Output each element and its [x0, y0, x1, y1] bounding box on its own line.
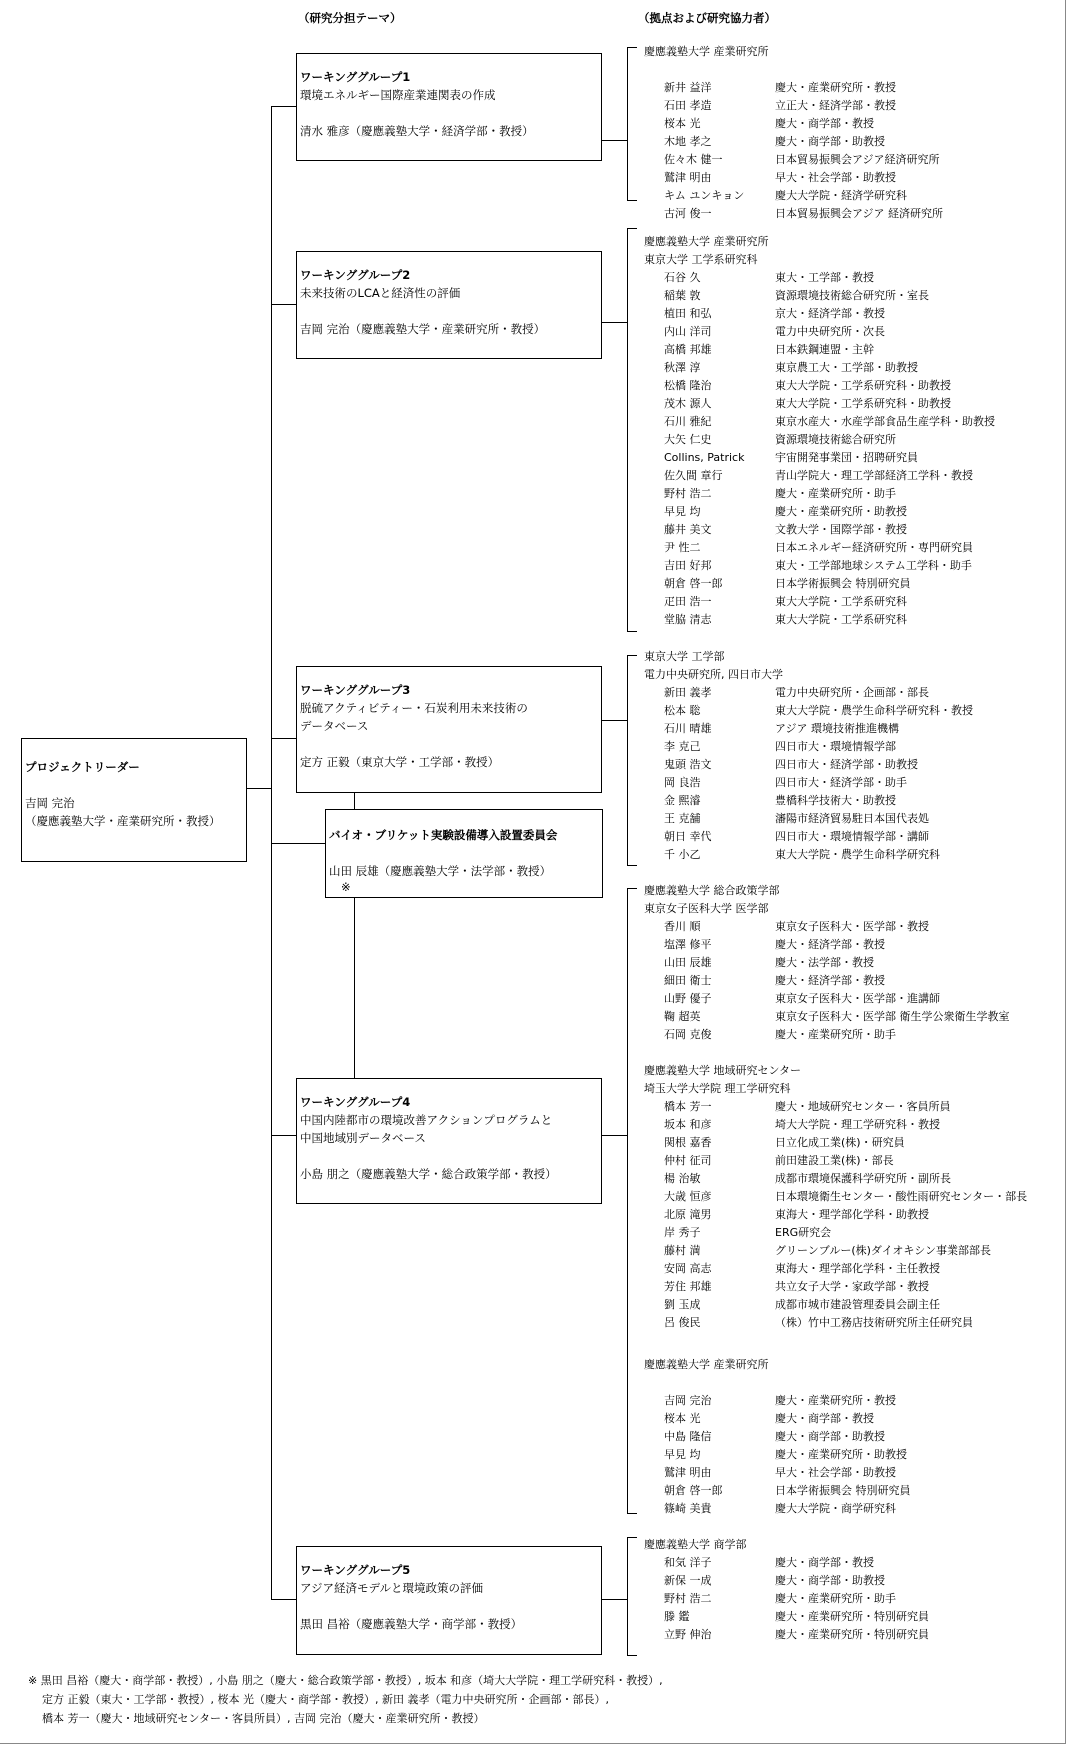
leader-name: 吉岡 完治 — [25, 796, 75, 810]
member-name: 李 克己 — [664, 740, 701, 753]
institution-label: 東京大学 工学部 — [644, 650, 725, 663]
connector — [627, 865, 637, 866]
footnote-line: 定方 正毅（東大・工学部・教授）, 桜本 光（慶大・商学部・教授）, 新田 義孝（電力中央研究所・企画部・部長）, — [42, 1693, 609, 1706]
member-affiliation: 文教大学・国際学部・教授 — [775, 523, 907, 536]
member-affiliation: 共立女子大学・家政学部・教授 — [775, 1280, 929, 1293]
member-affiliation: 東京女子医科大・医学部・教授 — [775, 920, 929, 933]
member-affiliation: 東大大学院・工学系研究科 — [775, 595, 907, 608]
connector — [627, 200, 637, 201]
member-name: 鷲津 明由 — [664, 171, 712, 184]
collaborator-group-3 — [644, 648, 973, 864]
member-name: Collins, Patrick — [664, 451, 745, 464]
member-row — [644, 187, 907, 205]
member-name: 朝倉 啓一郎 — [664, 577, 723, 590]
member-name: 松本 聡 — [664, 704, 701, 717]
member-row — [644, 151, 940, 169]
member-name: 鷲津 明由 — [664, 1466, 712, 1479]
wg-title: ワーキンググループ2 — [300, 268, 411, 282]
member-row — [644, 395, 951, 413]
member-affiliation: 東大大学院・工学系研究科・助教授 — [775, 397, 951, 410]
institution-label: 慶應義塾大学 総合政策学部 — [644, 884, 780, 897]
member-row — [644, 684, 929, 702]
member-affiliation: 四日市大・環境情報学部・講師 — [775, 830, 929, 843]
institution-label: 電力中央研究所, 四日市大学 — [644, 668, 783, 681]
member-name: 大矢 仁史 — [664, 433, 712, 446]
collaborator-group-2 — [644, 233, 995, 629]
member-name: 楊 治敏 — [664, 1172, 701, 1185]
member-affiliation: 東大大学院・農学生命科学研究科・教授 — [775, 704, 973, 717]
member-row — [644, 431, 896, 449]
member-affiliation: 慶大・産業研究所・助手 — [775, 487, 896, 500]
connector — [627, 1655, 637, 1656]
institution-label: 慶應義塾大学 産業研究所 — [644, 45, 769, 58]
committee-person: 山田 辰雄（慶應義塾大学・法学部・教授） — [329, 864, 552, 878]
member-row — [644, 593, 907, 611]
connector — [354, 793, 355, 809]
member-affiliation: 慶大・法学部・教授 — [775, 956, 874, 969]
member-row — [644, 1572, 885, 1590]
member-name: 細田 衛士 — [664, 974, 712, 987]
member-row — [644, 738, 896, 756]
member-name: 秋澤 淳 — [664, 361, 701, 374]
member-row — [644, 169, 896, 187]
member-affiliation: 慶大大学院・商学研究科 — [775, 1502, 896, 1515]
member-name: 茂木 源人 — [664, 397, 712, 410]
member-name: 中島 隆信 — [664, 1430, 712, 1443]
member-name: 香川 順 — [664, 920, 701, 933]
institution-label: 慶應義塾大学 産業研究所 — [644, 235, 769, 248]
member-name: 石川 雅紀 — [664, 415, 712, 428]
connector — [627, 1537, 637, 1538]
member-affiliation: 日本貿易振興会アジア経済研究所 — [775, 153, 940, 166]
member-affiliation: 豊橋科学技術大・助教授 — [775, 794, 896, 807]
member-row — [644, 1314, 973, 1332]
member-row — [644, 503, 907, 521]
member-row — [644, 1116, 940, 1134]
member-affiliation: 慶大・商学部・助教授 — [775, 1430, 885, 1443]
project-leader-box — [21, 738, 247, 862]
connector — [627, 631, 637, 632]
member-affiliation: 慶大・商学部・助教授 — [775, 135, 885, 148]
member-name: 古河 俊一 — [664, 207, 712, 220]
wg-leader: 吉岡 完治（慶應義塾大学・産業研究所・教授） — [300, 322, 546, 336]
member-affiliation: 慶大・産業研究所・助教授 — [775, 1448, 907, 1461]
member-affiliation: 慶大・商学部・教授 — [775, 1412, 874, 1425]
member-name: 朝倉 啓一郎 — [664, 1484, 723, 1497]
member-name: 安岡 高志 — [664, 1262, 712, 1275]
member-row — [644, 972, 885, 990]
member-row — [644, 1590, 896, 1608]
member-row — [644, 79, 896, 97]
member-affiliation: 日本貿易振興会アジア 経済研究所 — [775, 207, 944, 220]
member-affiliation: 日本学術振興会 特別研究員 — [775, 1484, 911, 1497]
member-row — [644, 1428, 885, 1446]
member-row — [644, 756, 918, 774]
member-name: 劉 玉成 — [664, 1298, 701, 1311]
member-affiliation: 早大・社会学部・助教授 — [775, 1466, 896, 1479]
connector — [627, 655, 628, 865]
member-name: 篠崎 美貴 — [664, 1502, 712, 1515]
member-affiliation: ERG研究会 — [775, 1226, 832, 1239]
connector — [602, 720, 627, 721]
member-name: 石川 晴雄 — [664, 722, 712, 735]
member-name: 岸 秀子 — [664, 1226, 701, 1239]
member-name: 吉岡 完治 — [664, 1394, 712, 1407]
member-name: 朝日 幸代 — [664, 830, 712, 843]
member-name: 石谷 久 — [664, 271, 701, 284]
member-name: 仲村 征司 — [664, 1154, 712, 1167]
member-affiliation: 資源環境技術総合研究所・室長 — [775, 289, 929, 302]
member-row — [644, 359, 918, 377]
member-row — [644, 918, 929, 936]
member-name: 関根 嘉香 — [664, 1136, 712, 1149]
member-name: 北原 滝男 — [664, 1208, 712, 1221]
member-name: 鬼頭 浩文 — [664, 758, 712, 771]
member-name: 疋田 浩一 — [664, 595, 712, 608]
member-name: 桜本 光 — [664, 1412, 701, 1425]
connector — [602, 1135, 627, 1136]
header-theme: （研究分担テーマ） — [298, 11, 402, 25]
member-affiliation: 東海大・理学部化学科・主任教授 — [775, 1262, 940, 1275]
member-affiliation: 慶大・商学部・教授 — [775, 1556, 874, 1569]
connector — [602, 322, 627, 323]
member-affiliation: 東海大・理学部化学科・助教授 — [775, 1208, 929, 1221]
member-name: 和気 洋子 — [664, 1556, 712, 1569]
wg-theme: アジア経済モデルと環境政策の評価 — [300, 1581, 483, 1595]
member-name: 新井 益洋 — [664, 81, 712, 94]
member-row — [644, 1170, 951, 1188]
member-row — [644, 1188, 1028, 1206]
collaborator-group-6 — [644, 1356, 911, 1518]
member-row — [644, 611, 907, 629]
member-row — [644, 792, 896, 810]
member-row — [644, 954, 874, 972]
member-row — [644, 720, 900, 738]
member-name: 野村 浩二 — [664, 487, 712, 500]
connector — [271, 106, 296, 107]
member-name: 山野 優子 — [664, 992, 712, 1005]
member-name: 桜本 光 — [664, 117, 701, 130]
member-row — [644, 1446, 907, 1464]
member-affiliation: 日本鉄鋼連盟・主幹 — [775, 343, 874, 356]
working-group-3-box — [296, 666, 602, 793]
wg-leader: 小島 朋之（慶應義塾大学・総合政策学部・教授） — [300, 1167, 557, 1181]
member-name: 早見 均 — [664, 505, 701, 518]
member-row — [644, 467, 973, 485]
collaborator-group-1 — [644, 43, 944, 223]
member-name: 稲葉 敦 — [664, 289, 701, 302]
connector — [627, 47, 637, 48]
wg-title: ワーキンググループ4 — [300, 1095, 411, 1109]
member-row — [644, 1242, 991, 1260]
member-name: 呂 俊民 — [664, 1316, 701, 1329]
member-row — [644, 575, 911, 593]
member-name: 千 小乙 — [664, 848, 701, 861]
wg-title: ワーキンググループ1 — [300, 70, 411, 84]
member-row — [644, 990, 940, 1008]
member-row — [644, 305, 885, 323]
member-affiliation: 電力中央研究所・次長 — [775, 325, 885, 338]
member-row — [644, 115, 874, 133]
wg-title: ワーキンググループ5 — [300, 1563, 411, 1577]
member-row — [644, 846, 940, 864]
connector — [247, 788, 271, 789]
connector — [602, 1599, 627, 1600]
connector — [354, 898, 355, 1078]
member-row — [644, 1626, 929, 1644]
member-affiliation: 慶大・産業研究所・助手 — [775, 1592, 896, 1605]
member-name: 藤井 美文 — [664, 523, 712, 536]
member-affiliation: 慶大・商学部・助教授 — [775, 1574, 885, 1587]
member-affiliation: 慶大・商学部・教授 — [775, 117, 874, 130]
wg-theme: 中国内陸都市の環境改善アクションプログラムと — [300, 1113, 553, 1127]
member-row — [644, 1296, 940, 1314]
member-name: 塩澤 修平 — [664, 938, 712, 951]
member-row — [644, 539, 973, 557]
collaborator-group-7 — [644, 1536, 929, 1644]
member-row — [644, 269, 874, 287]
member-affiliation: 慶大・産業研究所・教授 — [775, 1394, 896, 1407]
member-row — [644, 1554, 874, 1572]
connector — [627, 888, 637, 889]
member-affiliation: 早大・社会学部・助教授 — [775, 171, 896, 184]
member-affiliation: 京大・経済学部・教授 — [775, 307, 885, 320]
member-affiliation: アジア 環境技術推進機構 — [775, 722, 900, 735]
member-affiliation: 東大・工学部・教授 — [775, 271, 874, 284]
leader-affiliation: （慶應義塾大学・産業研究所・教授） — [25, 814, 221, 828]
member-affiliation: 前田建設工業(株)・部長 — [775, 1154, 894, 1167]
member-row — [644, 449, 918, 467]
member-affiliation: 日本エネルギー経済研究所・専門研究員 — [775, 541, 973, 554]
connector — [602, 140, 627, 141]
member-affiliation: 慶大・産業研究所・特別研究員 — [775, 1610, 929, 1623]
member-name: 佐久間 章行 — [664, 469, 723, 482]
member-name: キム ユンキョン — [664, 189, 745, 202]
member-affiliation: 資源環境技術総合研究所 — [775, 433, 896, 446]
member-name: 王 克舗 — [664, 812, 701, 825]
wg-theme: 中国地域別データベース — [300, 1131, 426, 1145]
member-affiliation: 成都市環境保護科学研究所・副所長 — [775, 1172, 951, 1185]
wg-theme: 未来技術のLCAと経済性の評価 — [300, 286, 461, 300]
member-affiliation: 宇宙開発事業団・招聘研究員 — [775, 451, 918, 464]
member-name: 野村 浩二 — [664, 1592, 712, 1605]
member-row — [644, 1008, 1010, 1026]
institution-label: 慶應義塾大学 商学部 — [644, 1538, 747, 1551]
member-affiliation: （株）竹中工務店技術研究所主任研究員 — [775, 1316, 973, 1329]
member-name: 新田 義孝 — [664, 686, 712, 699]
member-row — [644, 1278, 929, 1296]
committee-mark: ※ — [341, 880, 351, 894]
member-row — [644, 810, 929, 828]
member-row — [644, 413, 995, 431]
member-name: 尹 性二 — [664, 541, 701, 554]
header-collaborators: （拠点および研究協力者） — [638, 11, 776, 25]
member-name: 堂脇 清志 — [664, 613, 712, 626]
member-row — [644, 377, 951, 395]
working-group-1-box — [296, 53, 602, 161]
member-affiliation: グリーンブルー(株)ダイオキシン事業部部長 — [775, 1244, 991, 1257]
member-name: 新保 一成 — [664, 1574, 712, 1587]
leader-title: プロジェクトリーダー — [25, 760, 140, 774]
connector — [627, 1537, 628, 1655]
member-affiliation: 東京水産大・水産学部食品生産学科・助教授 — [775, 415, 995, 428]
connector — [627, 1513, 637, 1514]
member-affiliation: 東大大学院・工学系研究科 — [775, 613, 907, 626]
member-row — [644, 557, 972, 575]
member-affiliation: 瀋陽市経済貿易駐日本国代表処 — [775, 812, 929, 825]
member-row — [644, 1134, 905, 1152]
footnote — [28, 1671, 663, 1728]
member-affiliation: 慶大・産業研究所・助手 — [775, 1028, 896, 1041]
connector — [271, 843, 325, 844]
footnote-line: 橋本 芳一（慶大・地域研究センター・客員所員）, 吉岡 完治（慶大・産業研究所・教授） — [42, 1712, 485, 1725]
member-affiliation: 慶大・産業研究所・特別研究員 — [775, 1628, 929, 1641]
member-row — [644, 287, 929, 305]
member-name: 金 熙濬 — [664, 794, 701, 807]
working-group-2-box — [296, 251, 602, 359]
connector — [627, 655, 637, 656]
member-affiliation: 慶大・経済学部・教授 — [775, 938, 885, 951]
member-affiliation: 慶大・産業研究所・教授 — [775, 81, 896, 94]
institution-label: 慶應義塾大学 地域研究センター — [644, 1064, 802, 1077]
member-name: 植田 和弘 — [664, 307, 712, 320]
member-row — [644, 1206, 929, 1224]
connector — [271, 106, 272, 1599]
member-name: 大歳 恒彦 — [664, 1190, 712, 1203]
member-name: 坂本 和彦 — [664, 1118, 712, 1131]
member-name: 鞠 超英 — [664, 1010, 701, 1023]
member-row — [644, 1224, 832, 1242]
member-name: 吉田 好邦 — [664, 559, 712, 572]
member-row — [644, 828, 929, 846]
member-affiliation: 東京女子医科大・医学部・進講師 — [775, 992, 940, 1005]
member-row — [644, 133, 885, 151]
member-row — [644, 1410, 874, 1428]
footnote-line: ※ 黒田 昌裕（慶大・商学部・教授）, 小島 朋之（慶大・総合政策学部・教授）, 坂本 和彦（埼大大学院・理工学研究科・教授）, — [28, 1674, 663, 1687]
connector — [271, 1599, 296, 1600]
member-row — [644, 1482, 911, 1500]
member-row — [644, 485, 896, 503]
collaborator-group-4 — [644, 882, 1010, 1044]
member-name: 滕 鑑 — [664, 1610, 690, 1623]
member-row — [644, 936, 885, 954]
working-group-4-box — [296, 1078, 602, 1204]
wg-title: ワーキンググループ3 — [300, 683, 411, 697]
member-row — [644, 1026, 896, 1044]
working-group-5-box — [296, 1546, 602, 1655]
collaborator-group-5 — [644, 1062, 1028, 1332]
member-affiliation: 埼大大学院・理工学研究科・教授 — [775, 1118, 940, 1131]
institution-label: 東京大学 工学系研究科 — [644, 253, 758, 266]
member-affiliation: 日本環境衛生センター・酸性雨研究センター・部長 — [775, 1190, 1028, 1203]
member-name: 佐々木 健一 — [664, 153, 723, 166]
member-affiliation: 東京女子医科大・医学部 衛生学公衆衛生学教室 — [775, 1010, 1010, 1023]
member-affiliation: 電力中央研究所・企画部・部長 — [775, 686, 929, 699]
committee-title: バイオ・ブリケット実験設備導入設置委員会 — [329, 828, 558, 842]
member-affiliation: 慶大・経済学部・教授 — [775, 974, 885, 987]
member-affiliation: 成都市城市建設管理委員会副主任 — [775, 1298, 940, 1311]
connector — [271, 304, 296, 305]
wg-theme: 環境エネルギー国際産業連関表の作成 — [300, 88, 496, 102]
member-name: 芳住 邦雄 — [664, 1280, 712, 1293]
member-affiliation: 青山学院大・理工学部経済工学科・教授 — [775, 469, 973, 482]
member-name: 石田 孝造 — [664, 99, 712, 112]
connector — [271, 1135, 296, 1136]
member-affiliation: 立正大・経済学部・教授 — [775, 99, 896, 112]
member-row — [644, 1260, 940, 1278]
connector — [627, 228, 628, 631]
member-row — [644, 774, 907, 792]
member-row — [644, 1098, 951, 1116]
member-affiliation: 四日市大・経済学部・助手 — [775, 776, 907, 789]
member-affiliation: 慶大・産業研究所・助教授 — [775, 505, 907, 518]
member-affiliation: 慶大大学院・経済学研究科 — [775, 189, 907, 202]
member-name: 高橋 邦雄 — [664, 343, 712, 356]
member-row — [644, 702, 973, 720]
member-name: 橋本 芳一 — [664, 1100, 712, 1113]
institution-label: 東京女子医科大学 医学部 — [644, 902, 769, 915]
wg-leader: 黒田 昌裕（慶應義塾大学・商学部・教授） — [300, 1617, 523, 1631]
member-row — [644, 521, 907, 539]
member-name: 早見 均 — [664, 1448, 701, 1461]
member-name: 岡 良浩 — [664, 776, 701, 789]
institution-label: 埼玉大学大学院 理工学研究科 — [644, 1082, 791, 1095]
institution-label: 慶應義塾大学 産業研究所 — [644, 1358, 769, 1371]
member-row — [644, 205, 944, 223]
wg-leader: 定方 正毅（東京大学・工学部・教授） — [300, 755, 500, 769]
member-row — [644, 1500, 896, 1518]
connector — [627, 888, 628, 1513]
member-affiliation: 慶大・地域研究センター・客員所員 — [775, 1100, 951, 1113]
member-name: 木地 孝之 — [664, 135, 712, 148]
wg-theme: 脱硫アクティビティー・石炭利用未来技術の — [300, 701, 528, 715]
connector — [271, 738, 296, 739]
member-affiliation: 東京農工大・工学部・助教授 — [775, 361, 918, 374]
member-affiliation: 四日市大・環境情報学部 — [775, 740, 896, 753]
member-row — [644, 1152, 894, 1170]
member-affiliation: 東大大学院・工学系研究科・助教授 — [775, 379, 951, 392]
member-name: 山田 辰雄 — [664, 956, 712, 969]
connector — [627, 47, 628, 200]
member-row — [644, 1464, 896, 1482]
member-name: 内山 洋司 — [664, 325, 712, 338]
member-affiliation: 東大・工学部地球システム工学科・助手 — [775, 559, 972, 572]
member-row — [644, 1608, 929, 1626]
member-affiliation: 東大大学院・農学生命科学研究科 — [775, 848, 940, 861]
member-name: 松橋 隆治 — [664, 379, 712, 392]
member-row — [644, 1392, 896, 1410]
wg-leader: 清水 雅彦（慶應義塾大学・経済学部・教授） — [300, 124, 534, 138]
committee-box — [325, 809, 603, 898]
member-affiliation: 日立化成工業(株)・研究員 — [775, 1136, 905, 1149]
member-affiliation: 日本学術振興会 特別研究員 — [775, 577, 911, 590]
connector — [627, 228, 637, 229]
member-row — [644, 341, 874, 359]
member-name: 藤村 満 — [664, 1244, 701, 1257]
member-affiliation: 四日市大・経済学部・助教授 — [775, 758, 918, 771]
member-row — [644, 323, 885, 341]
member-row — [644, 97, 896, 115]
member-name: 石岡 克俊 — [664, 1028, 712, 1041]
wg-theme: データベース — [300, 719, 369, 733]
member-name: 立野 伸治 — [664, 1628, 712, 1641]
